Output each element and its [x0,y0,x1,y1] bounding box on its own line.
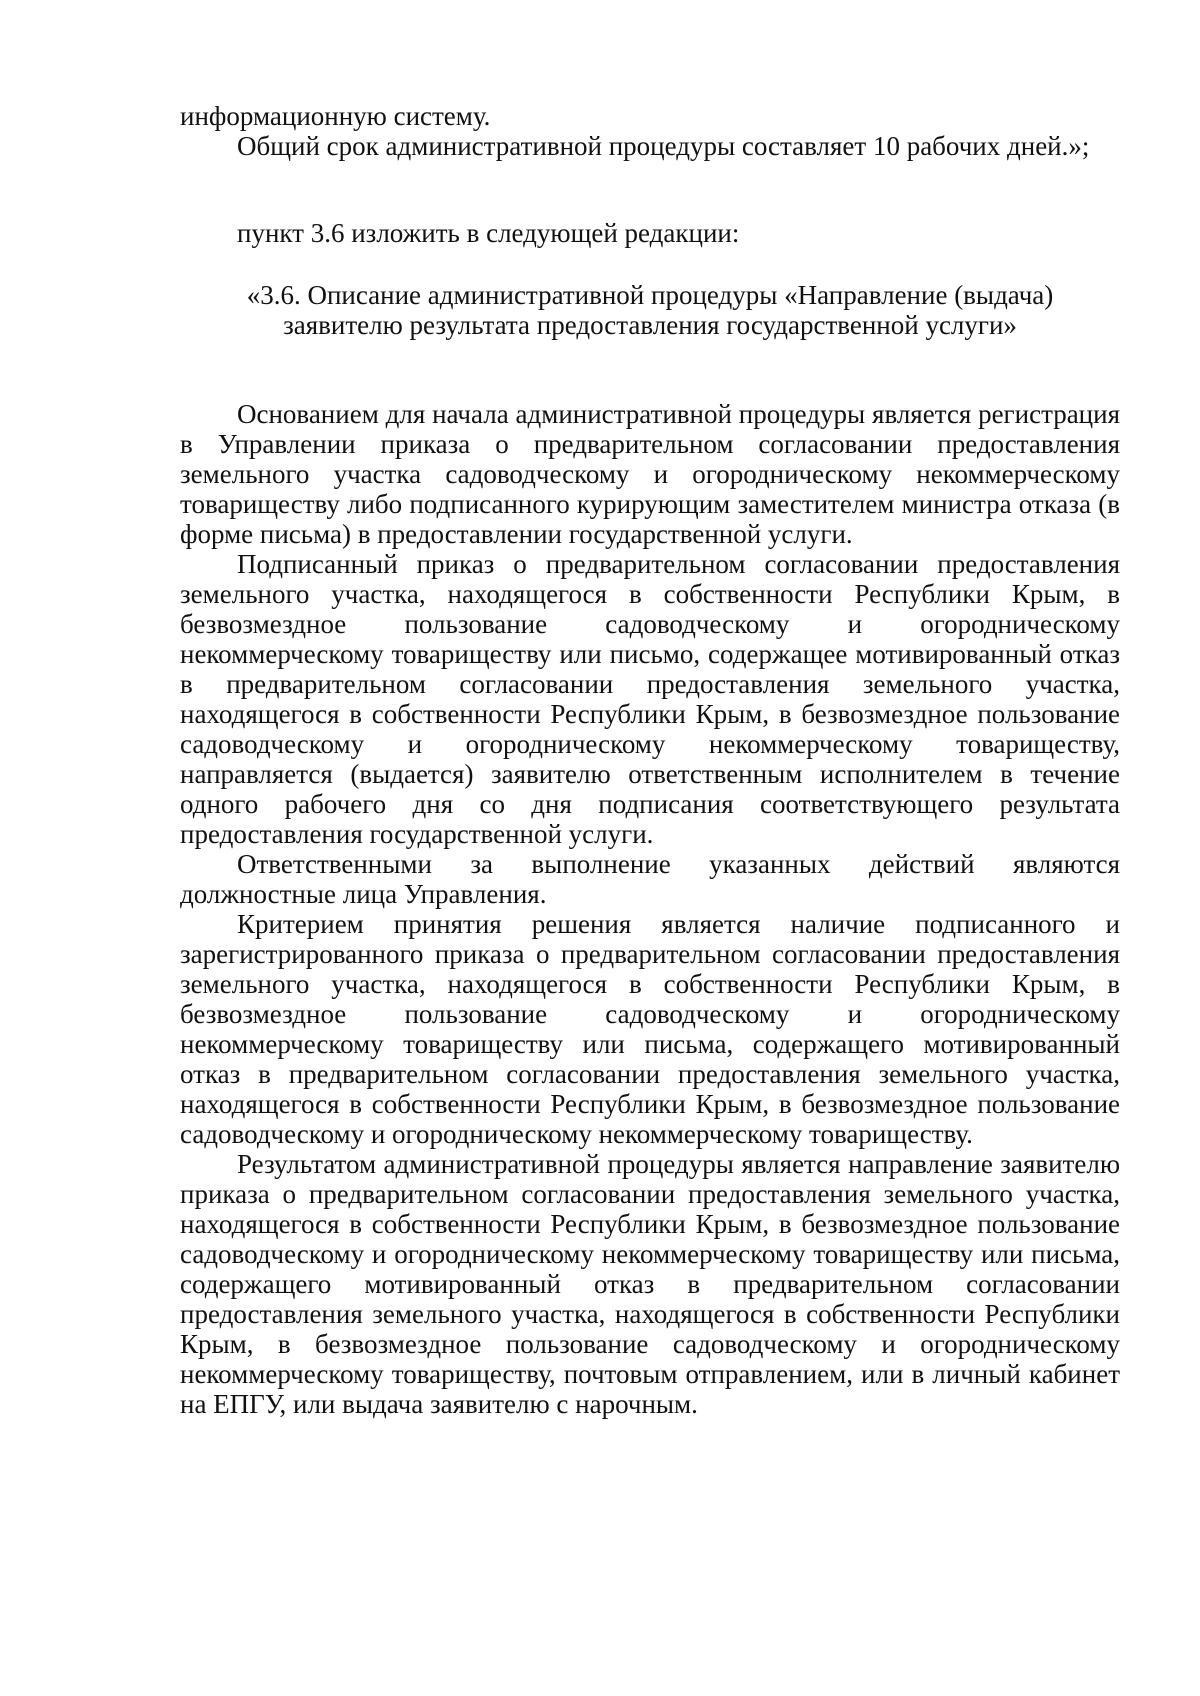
section-heading [180,280,1120,340]
paragraph-basis: Основанием для начала административной процедуры является регистрация в Управлении приказа о предварительном согласовании предоставления земельного участка садоводческому и огородническому некоммерческому товариществу либо подписанного курирующим заместителем министра отказа (в форме письма) в предоставлении государственной услуги. [180,399,1120,549]
intro-term-paragraph: Общий срок административной процедуры составляет 10 рабочих дней.»; [237,131,1090,161]
section-body [180,399,1120,1419]
section-heading-line-2: заявителю результата предоставления государственной услуги» [283,310,1017,340]
paragraph-result: Результатом административной процедуры является направление заявителю приказа о предварительном согласовании предоставления земельного участка, находящегося в собственности Республики Крым, в безвозмездное пользование садоводческому и огородническому некоммерческому товариществу или письма, содержащего мотивированный отказ в предварительном согласовании предоставления земельного участка, находящегося в собственности Республики Крым, в безвозмездное пользование садоводческому и огородническому некоммерческому товариществу, почтовым отправлением, или в личный кабинет на ЕПГУ, или выдача заявителю с нарочным. [180,1149,1120,1419]
section-heading-line-1: «3.6. Описание административной процедуры «Направление (выдача) [246,280,1054,310]
instruction-line: пункт 3.6 изложить в следующей редакции: [237,218,740,248]
paragraph-responsible: Ответственными за выполнение указанных действий являются должностные лица Управления. [180,849,1120,909]
paragraph-criterion: Критерием принятия решения является наличие подписанного и зарегистрированного приказа о предварительном согласовании предоставления земельного участка, находящегося в собственности Республики Крым, в безвозмездное пользование садоводческому и огородническому некоммерческому товариществу или письма, содержащего мотивированный отказ в предварительном согласовании предоставления земельного участка, находящегося в собственности Республики Крым, в безвозмездное пользование садоводческому и огородническому некоммерческому товариществу. [180,909,1120,1149]
intro-line-continuation: информационную систему. [180,101,491,131]
paragraph-signed-order: Подписанный приказ о предварительном согласовании предоставления земельного участка, находящегося в собственности Республики Крым, в безвозмездное пользование садоводческому и огородническому некоммерческому товариществу или письмо, содержащее мотивированный отказ в предварительном согласовании предоставления земельного участка, находящегося в собственности Республики Крым, в безвозмездное пользование садоводческому и огородническому некоммерческому товариществу, направляется (выдается) заявителю ответственным исполнителем в течение одного рабочего дня со дня подписания соответствующего результата предоставления государственной услуги. [180,549,1120,849]
